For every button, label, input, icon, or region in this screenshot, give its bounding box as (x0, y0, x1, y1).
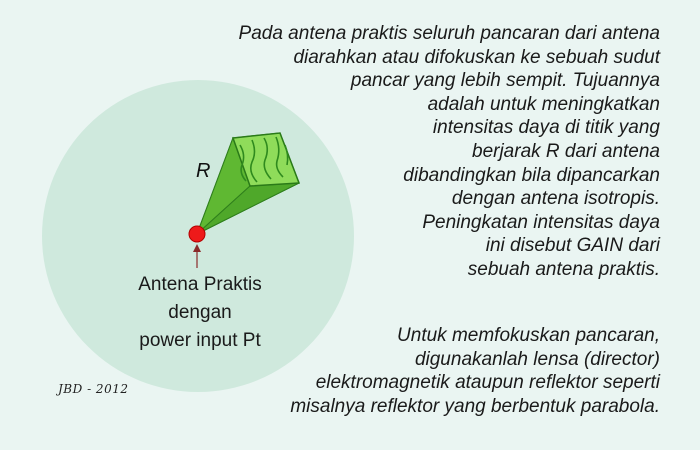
text-line: dibandingkan bila dipancarkan (403, 164, 660, 186)
antenna-caption (118, 271, 282, 355)
text-line: adalah untuk meningkatkan (427, 93, 660, 115)
radius-label: R (196, 160, 211, 182)
text-line: Untuk memfokuskan pancaran, (397, 325, 660, 346)
caption-line: dengan (168, 302, 232, 323)
explanation-paragraph-focusing (290, 324, 660, 418)
text-line: sebuah antena praktis. (467, 258, 660, 280)
caption-line: Antena Praktis (138, 274, 262, 295)
text-line: pancar yang lebih sempit. Tujuannya (350, 70, 660, 92)
text-line: ini disebut GAIN dari (485, 235, 660, 257)
text-line: elektromagnetik ataupun reflektor seperti (315, 372, 660, 394)
text-line: digunakanlah lensa (director) (414, 348, 660, 370)
text-line: berjarak R dari antena (472, 140, 660, 162)
text-line: Pada antena praktis seluruh pancaran dari antena (238, 23, 660, 44)
text-line: dengan antena isotropis. (451, 188, 660, 210)
text-line: misalnya reflektor yang berbentuk parabola. (290, 395, 660, 417)
text-line: diarahkan atau difokuskan ke sebuah sudut (293, 46, 660, 68)
antenna-source-dot (189, 226, 205, 242)
caption-line: power input Pt (139, 330, 261, 351)
author-signature: JBD - 2012 (58, 382, 129, 396)
text-line: Peningkatan intensitas daya (422, 211, 660, 233)
text-line: intensitas daya di titik yang (432, 117, 660, 139)
explanation-paragraph-gain (239, 22, 660, 282)
